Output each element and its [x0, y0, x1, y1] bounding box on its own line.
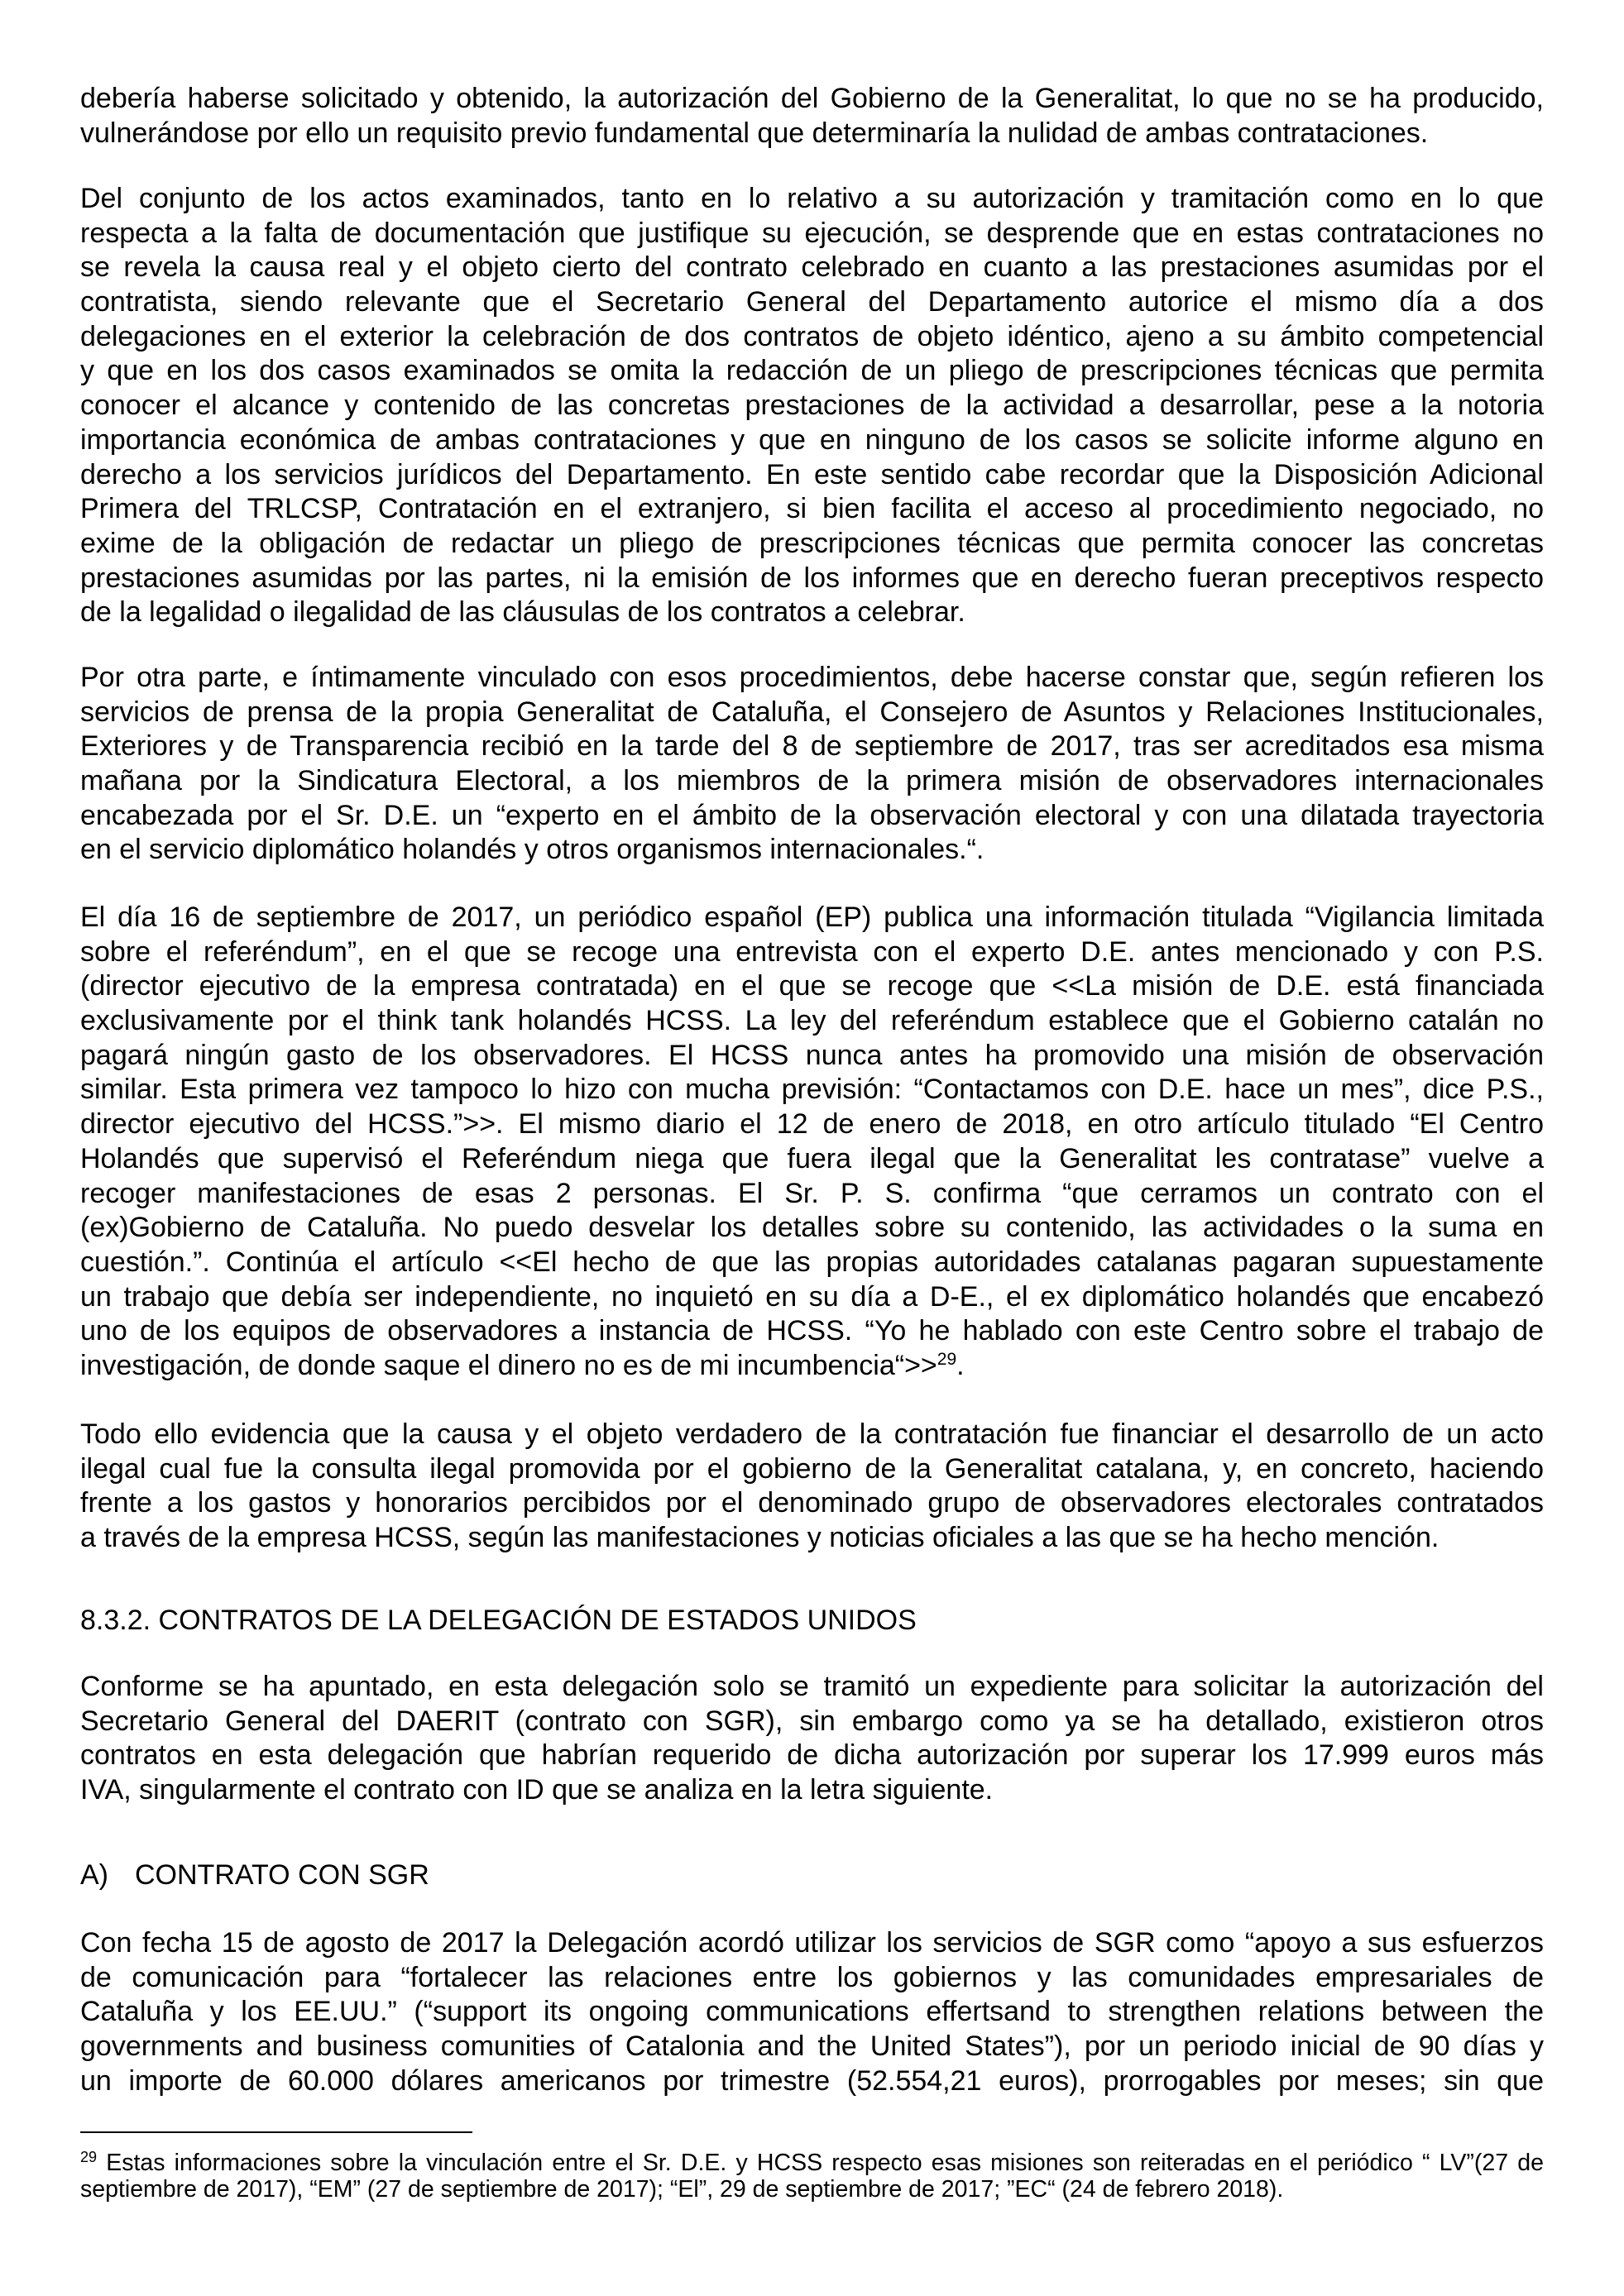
line-text: un importe de 60.000 dólares americanos por trimestre (52.554,21 euros), prorrogables por meses; sin que: [80, 2064, 1544, 2097]
text-line: [80, 969, 1544, 1004]
text-line: [80, 1280, 1544, 1315]
text-line: [80, 285, 1544, 320]
line-text: Exteriores y de Transparencia recibió en la tarde del 8 de septiembre de 2017, tras ser acreditados esa misma: [80, 730, 1544, 763]
text-line: [80, 182, 1544, 217]
text-line: [80, 935, 1544, 970]
footnote-line: [80, 2150, 1544, 2176]
line-text: cuestión.”. Continúa el artículo <<El hecho de que las propias autoridades catalanas pagaran supuestamente: [80, 1246, 1544, 1278]
text-line: [80, 1452, 1544, 1487]
line-text: director ejecutivo del HCSS.”>>. El mismo diario el 12 de enero de 2018, en otro artículo titulado “El Centro: [80, 1108, 1544, 1141]
text-line: [80, 1177, 1544, 1212]
text-line: [80, 117, 1544, 151]
line-text: Conforme se ha apuntado, en esta delegación solo se tramitó un expediente para solicitar la autorización del: [80, 1671, 1544, 1702]
paragraph: [80, 182, 1544, 630]
text-line: [80, 1521, 1544, 1556]
line-text: recoger manifestaciones de esas 2 personas. El Sr. P. S. confirma “que cerramos un contrato con el: [80, 1177, 1544, 1209]
line-text: servicios de prensa de la propia Generalitat de Cataluña, el Consejero de Asuntos y Relaciones Institucionales,: [80, 696, 1544, 728]
line-text: mañana por la Sindicatura Electoral, a los miembros de la primera misión de observadores internacionales: [80, 765, 1544, 797]
line-text: frente a los gastos y honorarios percibidos por el denominado grupo de observadores electorales contratados: [80, 1487, 1544, 1519]
line-text: Primera del TRLCSP, Contratación en el extranjero, si bien facilita el acceso al procedimiento negociado, no: [80, 493, 1544, 525]
footnote-text: septiembre de 2017), “EM” (27 de septiembre de 2017); “El”, 29 de septiembre de 2017; ”EC“ (24 de febrero 2018).: [80, 2176, 1284, 2203]
text-line: [80, 2064, 1544, 2099]
line-text: ilegal cual fue la consulta ilegal promovida por el gobierno de la Generalitat catalana, y, en concreto, haciendo: [80, 1452, 1544, 1485]
text-line: [80, 354, 1544, 389]
text-line: [80, 1773, 1544, 1808]
footnote-separator: [80, 2131, 472, 2133]
line-text: prestaciones asumidas por las partes, ni la emisión de los informes que en derecho fueran preceptivos respecto: [80, 562, 1544, 594]
line-text: similar. Esta primera vez tampoco lo hizo con mucha previsión: “Contactamos con D.E. hace un mes”, dice P.S.,: [80, 1074, 1544, 1106]
line-text: .: [956, 1349, 965, 1381]
text-line: [80, 1314, 1544, 1349]
line-text: governments and business comunities of Catalonia and the United States”), por un periodo inicial de 90 días y: [80, 2031, 1544, 2063]
line-text: Del conjunto de los actos examinados, tanto en lo relativo a su autorización y tramitación como en lo que: [80, 183, 1544, 214]
line-text: exime de la obligación de redactar un pliego de prescripciones técnicas que permita conocer las concretas: [80, 527, 1544, 559]
line-text: sobre el referéndum”, en el que se recoge una entrevista con el experto D.E. antes mencionado y con P.S.: [80, 935, 1544, 968]
text-line: [80, 1995, 1544, 2030]
text-line: [80, 1107, 1544, 1142]
paragraph: [80, 82, 1544, 151]
line-text: pagará ningún gasto de los observadores. El HCSS nunca antes ha promovido una misión de observación: [80, 1039, 1544, 1071]
text-line: [80, 217, 1544, 251]
line-text: conocer el alcance y contenido de las concretas prestaciones de la actividad a desarrollar, pese a la notoria: [80, 390, 1544, 422]
text-line: [80, 764, 1544, 799]
line-text: (ex)Gobierno de Cataluña. No puedo desvelar los detalles sobre su contenido, las actividades o la suma en: [80, 1212, 1544, 1244]
text-line: [80, 2030, 1544, 2064]
line-text: contratos en esta delegación que habrían requerido de dicha autorización por superar los 17.999 euros más: [80, 1739, 1544, 1772]
text-line: [80, 320, 1544, 355]
text-line: [80, 1211, 1544, 1246]
paragraph: [80, 661, 1544, 868]
subsection-letter: A): [80, 1859, 108, 1891]
text-line: [80, 799, 1544, 834]
line-text: de la legalidad o ilegalidad de las cláusulas de los contratos a celebrar.: [80, 596, 965, 629]
line-text: derecho a los servicios jurídicos del Departamento. En este sentido cabe recordar que la Disposición Adicional: [80, 458, 1544, 490]
text-line: [80, 1039, 1544, 1074]
line-text: vulnerándose por ello un requisito previo fundamental que determinaría la nulidad de ambas contrataciones.: [80, 117, 1429, 149]
text-line: [80, 696, 1544, 730]
text-line: [80, 729, 1544, 764]
text-line: [80, 458, 1544, 493]
line-text: se revela la causa real y el objeto cierto del contrato celebrado en cuanto a las prestaciones asumidas por el: [80, 251, 1544, 284]
paragraph: [80, 901, 1544, 1384]
footnote-number: 29: [80, 2150, 98, 2165]
text-line: [80, 1486, 1544, 1521]
line-text: contratista, siendo relevante que el Secretario General del Departamento autorice el mismo día a dos: [80, 286, 1544, 318]
text-line: [80, 389, 1544, 423]
footnote: [80, 2150, 1544, 2203]
line-text: Con fecha 15 de agosto de 2017 la Delegación acordó utilizar los servicios de SGR como “apoyo a sus esfuerzos: [80, 1927, 1544, 1959]
text-line: [80, 661, 1544, 696]
line-text: Cataluña y los EE.UU.” (“support its ongoing communications effertsand to strengthen relations between the: [80, 1996, 1544, 2028]
line-text: encabezada por el Sr. D.E. un “experto en el ámbito de la observación electoral y con una dilatada trayectoria: [80, 799, 1544, 831]
line-text: importancia económica de ambas contrataciones y que en ninguno de los casos se solicite informe alguno en: [80, 423, 1544, 456]
line-text: Secretario General del DAERIT (contrato con SGR), sin embargo como ya se ha detallado, existieron otros: [80, 1705, 1544, 1737]
line-text: (director ejecutivo de la empresa contratada) en el que se recoge que <<La misión de D.E. está financiada: [80, 970, 1544, 1002]
text-line: [80, 901, 1544, 935]
text-line: [80, 1004, 1544, 1039]
text-line: [80, 1142, 1544, 1177]
section-heading: 8.3.2. CONTRATOS DE LA DELEGACIÓN DE ESTADOS UNIDOS: [80, 1605, 917, 1636]
text-line: [80, 562, 1544, 596]
text-line: [80, 423, 1544, 458]
text-line: [80, 1705, 1544, 1739]
footnote-reference[interactable]: 29: [937, 1349, 957, 1369]
text-line: [80, 527, 1544, 562]
text-line: [80, 1670, 1544, 1705]
text-line: [80, 1961, 1544, 1996]
line-text: investigación, de donde saque el dinero no es de mi incumbencia“>>: [80, 1349, 937, 1381]
text-line: [80, 1418, 1544, 1452]
line-text: un trabajo que debía ser independiente, no inquietó en su día a D-E., el ex diplomático holandés que encabezó: [80, 1280, 1544, 1313]
line-text: Todo ello evidencia que la causa y el objeto verdadero de la contratación fue financiar el desarrollo de un acto: [80, 1418, 1544, 1450]
line-text: El día 16 de septiembre de 2017, un periódico español (EP) publica una información titulada “Vigilancia limitada: [80, 902, 1544, 933]
line-text: Por otra parte, e íntimamente vinculado con esos procedimientos, debe hacerse constar que, según refieren los: [80, 662, 1544, 693]
text-line: [80, 1926, 1544, 1961]
footnote-line: [80, 2176, 1544, 2203]
text-line: [80, 492, 1544, 527]
text-line: [80, 1073, 1544, 1107]
line-text: debería haberse solicitado y obtenido, la autorización del Gobierno de la Generalitat, lo que no se ha producido,: [80, 83, 1544, 114]
text-line: [80, 1739, 1544, 1773]
text-line: [80, 596, 1544, 630]
line-text: uno de los equipos de observadores a instancia de HCSS. “Yo he hablado con este Centro sobre el trabajo de: [80, 1315, 1544, 1347]
line-text: respecta a la falta de documentación que justifique su ejecución, se desprende que en estas contrataciones no: [80, 217, 1544, 249]
subsection-heading: [80, 1858, 1544, 1893]
paragraph: [80, 1670, 1544, 1808]
text-line: [80, 82, 1544, 117]
footnote-text: Estas informaciones sobre la vinculación entre el Sr. D.E. y HCSS respecto esas misiones son reiteradas en el periódico “ LV”(27 de: [97, 2150, 1544, 2176]
line-text: de comunicación para “fortalecer las relaciones entre los gobiernos y las comunidades empresariales de: [80, 1961, 1544, 1993]
paragraph: [80, 1926, 1544, 2098]
text-line: [80, 1246, 1544, 1280]
line-text: en el servicio diplomático holandés y otros organismos internacionales.“.: [80, 834, 984, 866]
text-line: [80, 1349, 1544, 1384]
line-text: exclusivamente por el think tank holandés HCSS. La ley del referéndum establece que el Gobierno catalán no: [80, 1005, 1544, 1037]
line-text: delegaciones en el exterior la celebración de dos contratos de objeto idéntico, ajeno a su ámbito competencial: [80, 320, 1544, 352]
subsection-title: CONTRATO CON SGR: [135, 1859, 429, 1891]
line-text: a través de la empresa HCSS, según las manifestaciones y noticias oficiales a las que se ha hecho mención.: [80, 1522, 1440, 1554]
paragraph: [80, 1418, 1544, 1556]
line-text: y que en los dos casos examinados se omita la redacción de un pliego de prescripciones técnicas que permita: [80, 355, 1544, 387]
line-text: Holandés que supervisó el Referéndum niega que fuera ilegal que la Generalitat les contratase” vuelve a: [80, 1142, 1544, 1174]
text-line: [80, 251, 1544, 285]
text-line: [80, 833, 1544, 868]
line-text: IVA, singularmente el contrato con ID que se analiza en la letra siguiente.: [80, 1774, 994, 1806]
